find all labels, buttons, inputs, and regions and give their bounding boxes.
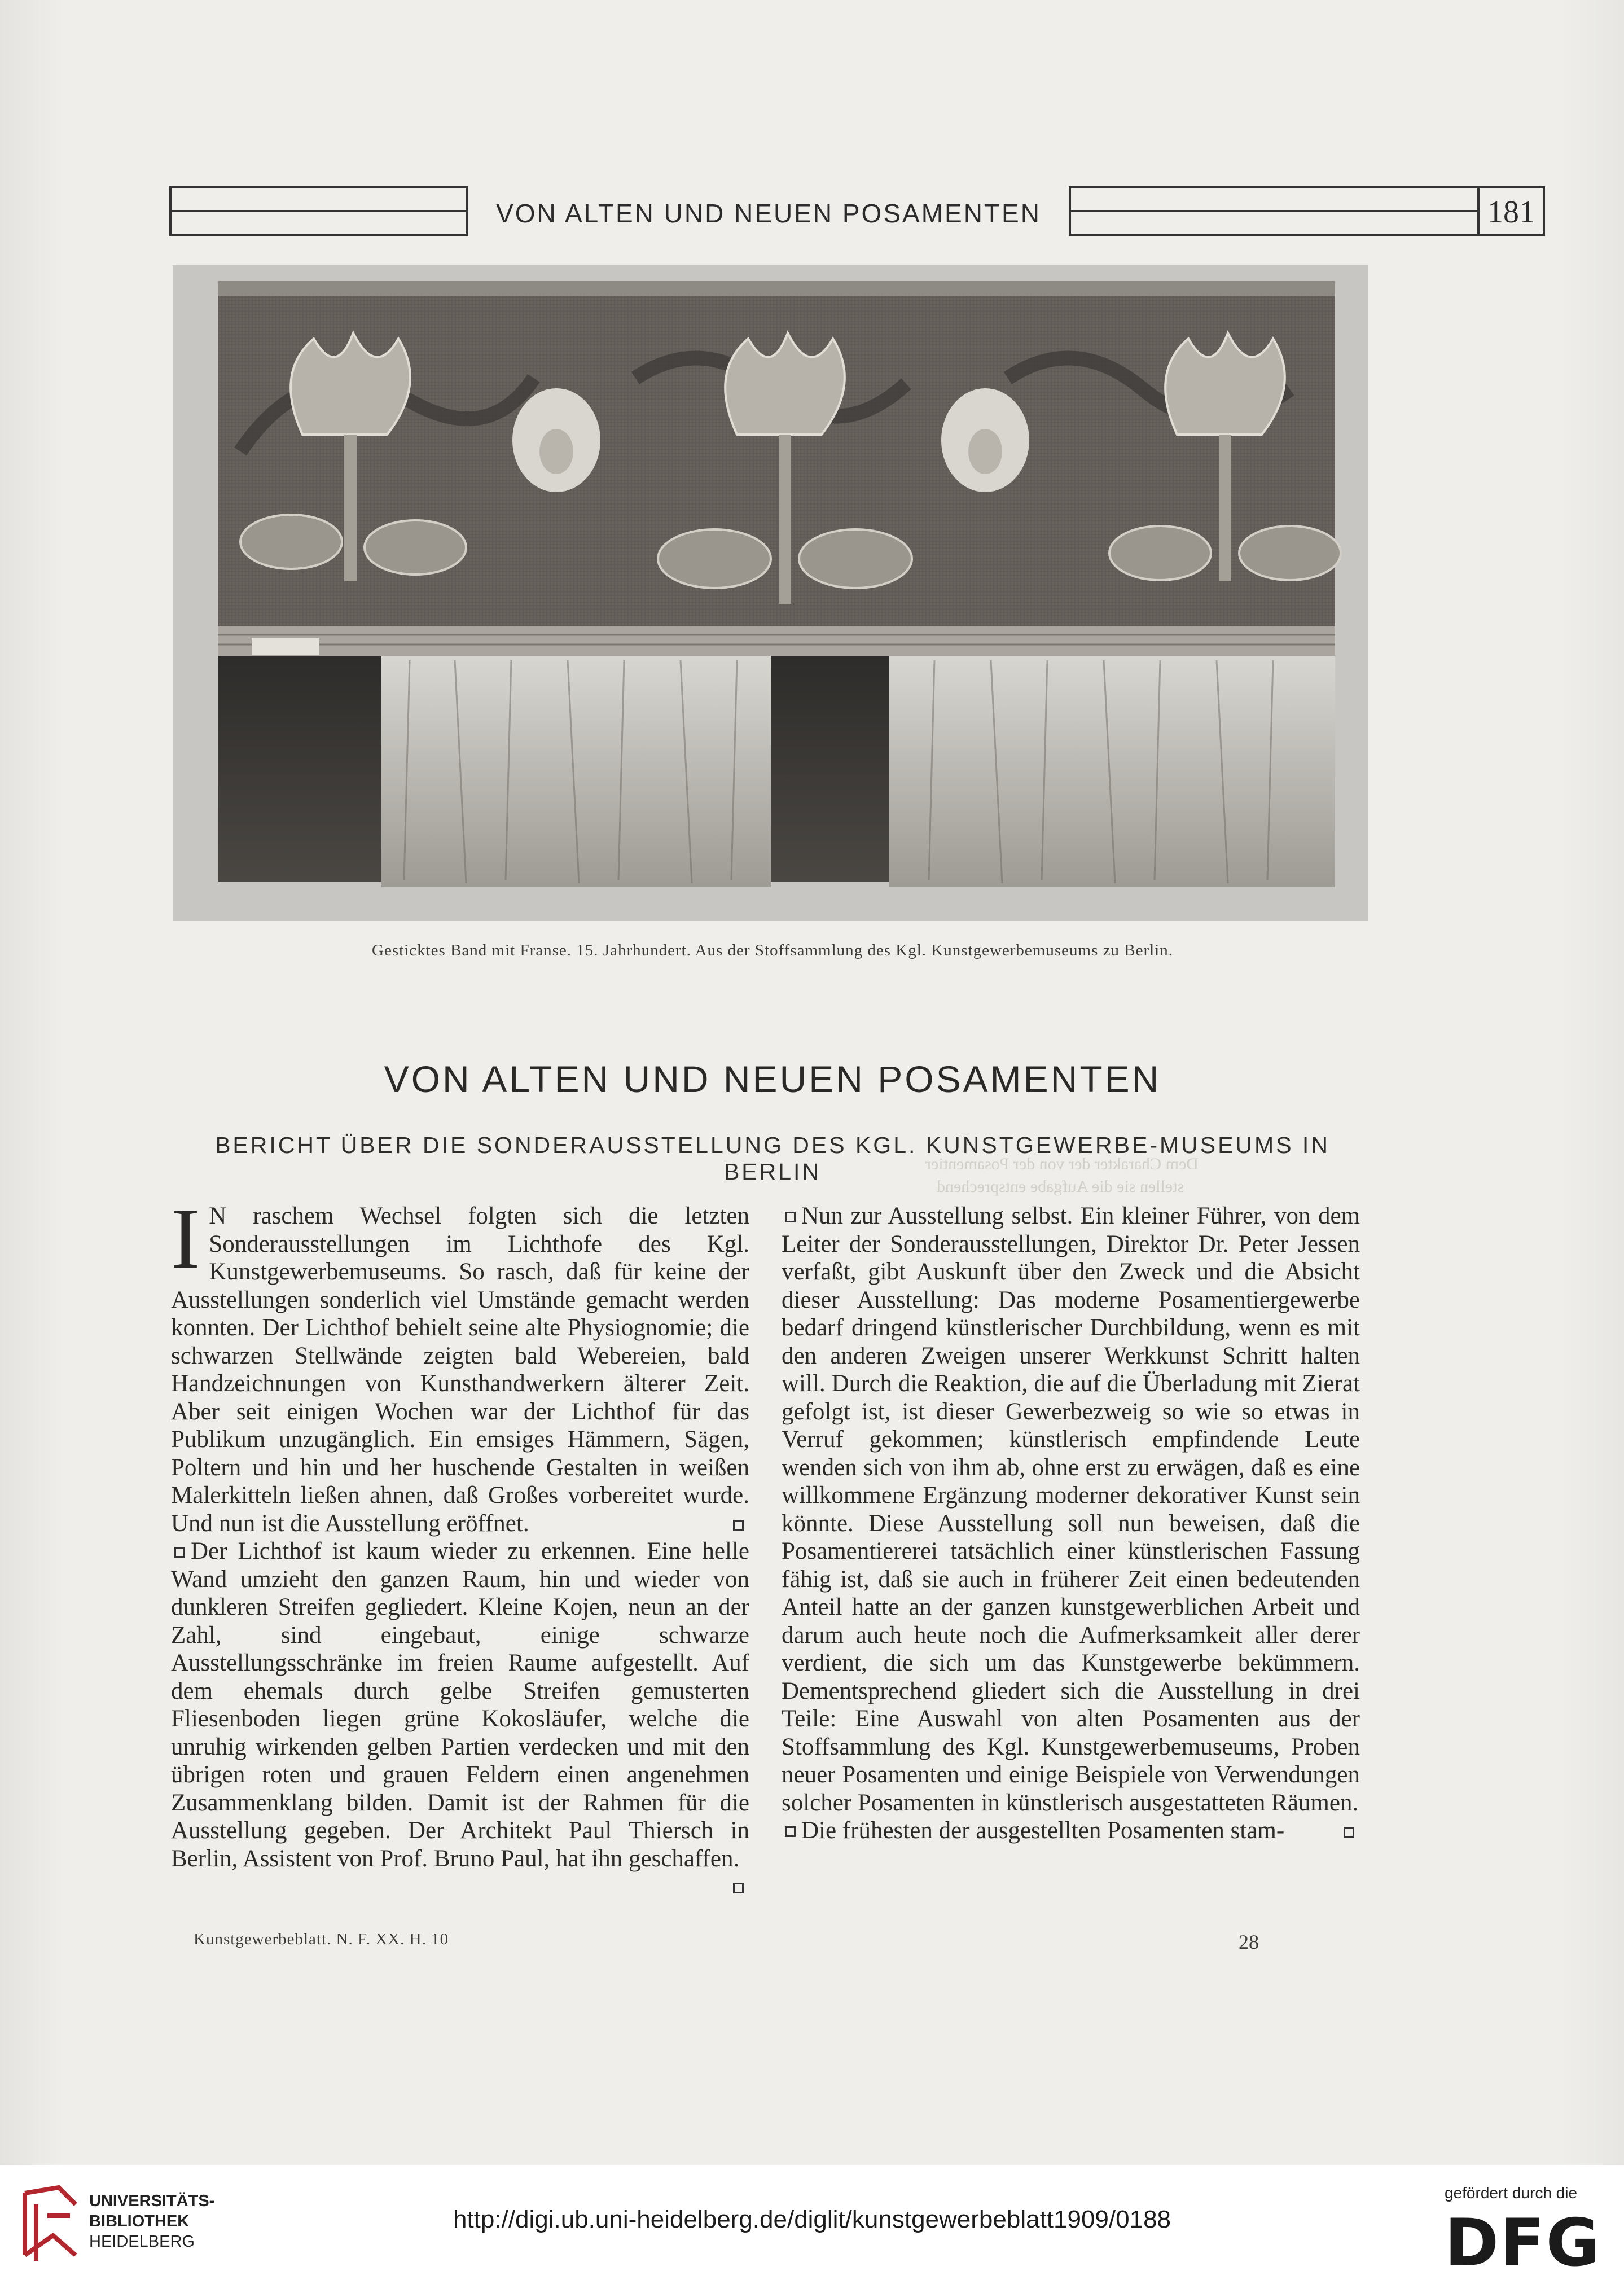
paragraph-end-mark-icon xyxy=(733,1520,744,1531)
paragraph: Der Lichthof ist kaum wieder zu erkennen. Eine helle Wand umzieht den ganzen Raum, hin und wieder von dunkleren Streifen gegliedert. Kleine Kojen, neun an der Zahl, sind eingebaut, einige schwarze Ausstellungsschränke im freien Raume aufgestellt. Auf dem ehemals durch gelbe Streifen gemusterten Fliesenboden liegen grüne Kokosläufer, welche die unruhig wirkenden gelben Partien verdecken und mit den übrigen roten und grauen Feldern einen angenehmen Zusammenklang bilden. Damit ist der Rahmen für die Ausstellung gegeben. Der Architekt Paul Thiersch in Berlin, Assistent von Prof. Bruno Paul, hat ihn geschaffen. xyxy=(171,1537,749,1873)
journal-footer: Kunstgewerbeblatt. N. F. XX. H. 10 xyxy=(194,1930,449,1948)
header-rule-right xyxy=(1071,186,1477,236)
library-name: UNIVERSITÄTS- BIBLIOTHEK HEIDELBERG xyxy=(89,2192,215,2251)
embroidered-band-photo xyxy=(173,265,1368,921)
paragraph: I N raschem Wechsel folgten sich die letzten Sonderausstellungen im Lichthofe des Kgl. Kunstgewerbemuseums. So rasch, daß für keine der Ausstellungen sonderlich viel Umstände gemacht werden konnten. Der Lichthof behielt seine alte Physiognomie; die schwarzen Stellwände zeigten bald Webereien, bald Handzeichnungen von Kunsthandwerkern älterer Zeit. Aber seit einigen Wochen war der Lichthof für das Publikum unzugänglich. Ein emsiges Hämmern, Sägen, Poltern und hin und her huschende Gestalten in weißen Malerkitteln ließen ahnen, daß Großes vorbereitet wurde. Und nun ist die Ausstellung eröffnet. xyxy=(171,1191,749,1537)
paragraph: Die frühesten der ausgestellten Posamenten stam- xyxy=(782,1817,1360,1845)
dfg-logo: DFG xyxy=(1445,2205,1601,2281)
signature-mark: 28 xyxy=(1239,1931,1259,1953)
drop-cap: I xyxy=(171,1191,200,1287)
digitization-banner xyxy=(0,2165,1624,2284)
header-rule-left xyxy=(169,186,466,236)
paragraph-mark-icon xyxy=(785,1826,796,1837)
show-through-text: Dem Charakter der von der Posamentier xyxy=(925,1155,1199,1173)
running-header xyxy=(169,186,1535,236)
funding-label: gefördert durch die xyxy=(1445,2184,1578,2202)
paragraph: Nun zur Ausstellung selbst. Ein kleiner Führer, von dem Leiter der Sonderausstellungen, Direktor Dr. Peter Jessen verfaßt, gibt Auskunft über den Zweck und die Absicht dieser Ausstellung: Das moderne Posamentiergewerbe bedarf dringend künstlerischer Durchbildung, wenn es mit den anderen Zweigen unserer Werkkunst Schritt halten will. Durch die Reaktion, die auf die Überladung mit Zierat gefolgt ist, ist dieser Gewerbezweig so wie so etwas in Verruf gekommen; künstlerisch empfindende Leute wenden sich von ihm ab, ohne erst zu erwägen, daß es eine willkommene Ergänzung moderner dekorativer Kunst sein könnte. Diese Ausstellung soll nun beweisen, daß die Posamentiererei tatsächlich einer künstlerischen Fassung fähig ist, daß sie auch in früherer Zeit einen bedeutenden Anteil hatte an der ganzen kunstgewerblichen Arbeit und darum auch heute noch die Aufmerksamkeit aller derer verdient, die sich um das Kunstgewerbe bekümmern. Dementsprechend gliedert sich die Ausstellung in drei Teile: Eine Auswahl von alten Posamenten aus der Stoffsammlung des Kgl. Kunstgewerbemuseums, Proben neuer Posamenten und einige Beispiele von Verwendungen solcher Posamenten in künstlerisch ausgestatteten Räumen. xyxy=(782,1202,1360,1817)
text-column-right xyxy=(782,1202,1360,1845)
page-number: 181 xyxy=(1477,186,1545,236)
paragraph-mark-icon xyxy=(174,1547,185,1558)
show-through-text: stellen sie die Aufgabe entsprechend xyxy=(937,1177,1184,1196)
article-subtitle: BERICHT ÜBER DIE SONDERAUSSTELLUNG DES KGL. KUNSTGEWERBE-MUSEUMS IN BERLIN xyxy=(215,1132,1330,1185)
figure-caption: Gesticktes Band mit Franse. 15. Jahrhundert. Aus der Stoffsammlung des Kgl. Kunstgewerbemuseums zu Berlin. xyxy=(372,941,1173,959)
text-column-left xyxy=(171,1191,749,1896)
paragraph-mark-icon xyxy=(785,1212,796,1222)
permalink-url[interactable]: http://digi.ub.uni-heidelberg.de/diglit/kunstgewerbeblatt1909/0188 xyxy=(453,2206,1171,2233)
paragraph-end-mark-icon xyxy=(733,1883,744,1893)
running-header-title: VON ALTEN UND NEUEN POSAMENTEN xyxy=(466,186,1071,236)
paragraph-end-mark-icon xyxy=(1344,1827,1354,1838)
article-title: VON ALTEN UND NEUEN POSAMENTEN xyxy=(384,1058,1161,1100)
